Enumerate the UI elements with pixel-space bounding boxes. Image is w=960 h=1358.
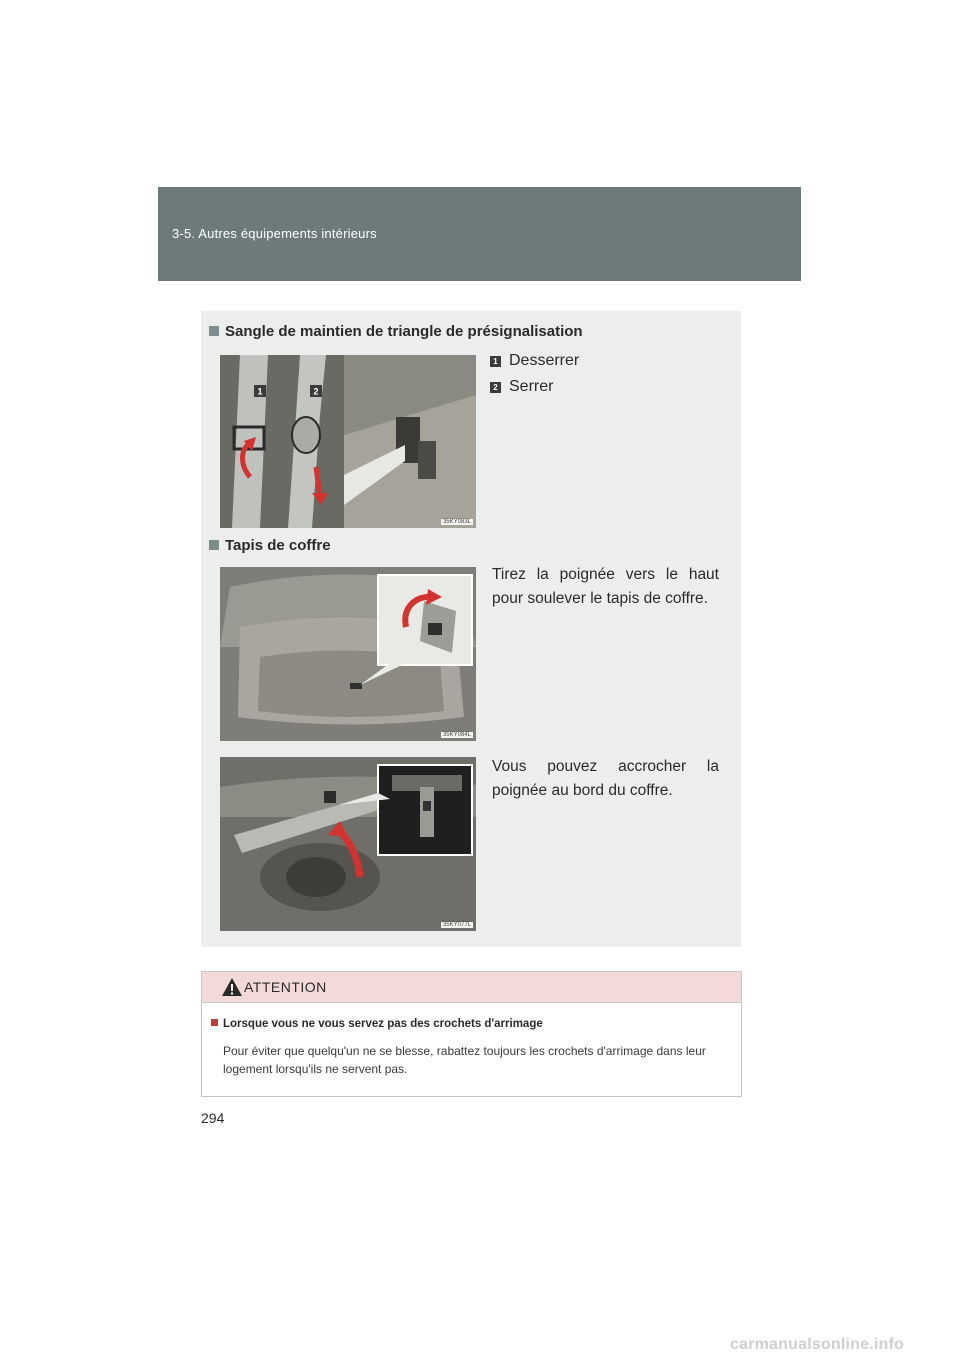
callout-1: 1 (257, 386, 263, 397)
subhead-triangle-strap (209, 323, 583, 340)
bullet-square-icon (211, 1019, 218, 1026)
bullet-square-icon (209, 326, 219, 336)
subhead-trunk-mat (209, 537, 331, 554)
subhead-trunk-mat-label: Tapis de coffre (225, 537, 331, 554)
bullet-square-icon (209, 540, 219, 550)
attention-subtitle (211, 1018, 543, 1030)
figure-code: 35KY083L (442, 519, 471, 525)
attention-subtitle-text: Lorsque vous ne vous servez pas des crochets d'arrimage (223, 1018, 543, 1030)
paragraph-line: Tirez la poignée vers le haut (492, 566, 719, 583)
paragraph-line: pour soulever le tapis de coffre. (492, 590, 708, 607)
header-band (158, 187, 801, 281)
legend-number-badge: 1 (490, 356, 501, 367)
figure-triangle-strap-illustration (220, 355, 476, 528)
watermark: carmanualsonline.info (730, 1336, 905, 1353)
paragraph-hook-handle (492, 755, 719, 803)
attention-label: ATTENTION (244, 979, 327, 995)
legend-item-1 (490, 352, 579, 370)
warning-triangle-icon (221, 977, 243, 997)
figure-trunk-mat-lift-illustration (220, 567, 476, 741)
subhead-triangle-strap-label: Sangle de maintien de triangle de présignalisation (225, 323, 583, 340)
section-title: 3-5. Autres équipements intérieurs (172, 226, 377, 241)
paragraph-line: poignée au bord du coffre. (492, 782, 673, 799)
figure-trunk-mat-hook-illustration (220, 757, 476, 931)
attention-header (202, 972, 741, 1003)
figure-code: 35KY077L (442, 922, 471, 928)
paragraph-lift-mat (492, 563, 719, 611)
legend-label: Desserrer (509, 352, 580, 369)
figure-triangle-strap (220, 355, 476, 528)
attention-body: Pour éviter que quelqu'un ne se blesse, rabattez toujours les crochets d'arrimage dans leur logement lorsqu'ils ne servent pas. (223, 1044, 706, 1076)
figure-trunk-mat-hook (220, 757, 476, 931)
paragraph-line: Vous pouvez accrocher la (492, 758, 719, 775)
callout-2: 2 (313, 386, 319, 397)
legend-label: Serrer (509, 378, 554, 395)
legend-item-2 (490, 378, 553, 396)
legend-number-badge: 2 (490, 382, 501, 393)
figure-code: 35KY084L (442, 732, 471, 738)
figure-trunk-mat-lift (220, 567, 476, 741)
page-number: 294 (201, 1110, 225, 1126)
attention-box (201, 971, 742, 1097)
